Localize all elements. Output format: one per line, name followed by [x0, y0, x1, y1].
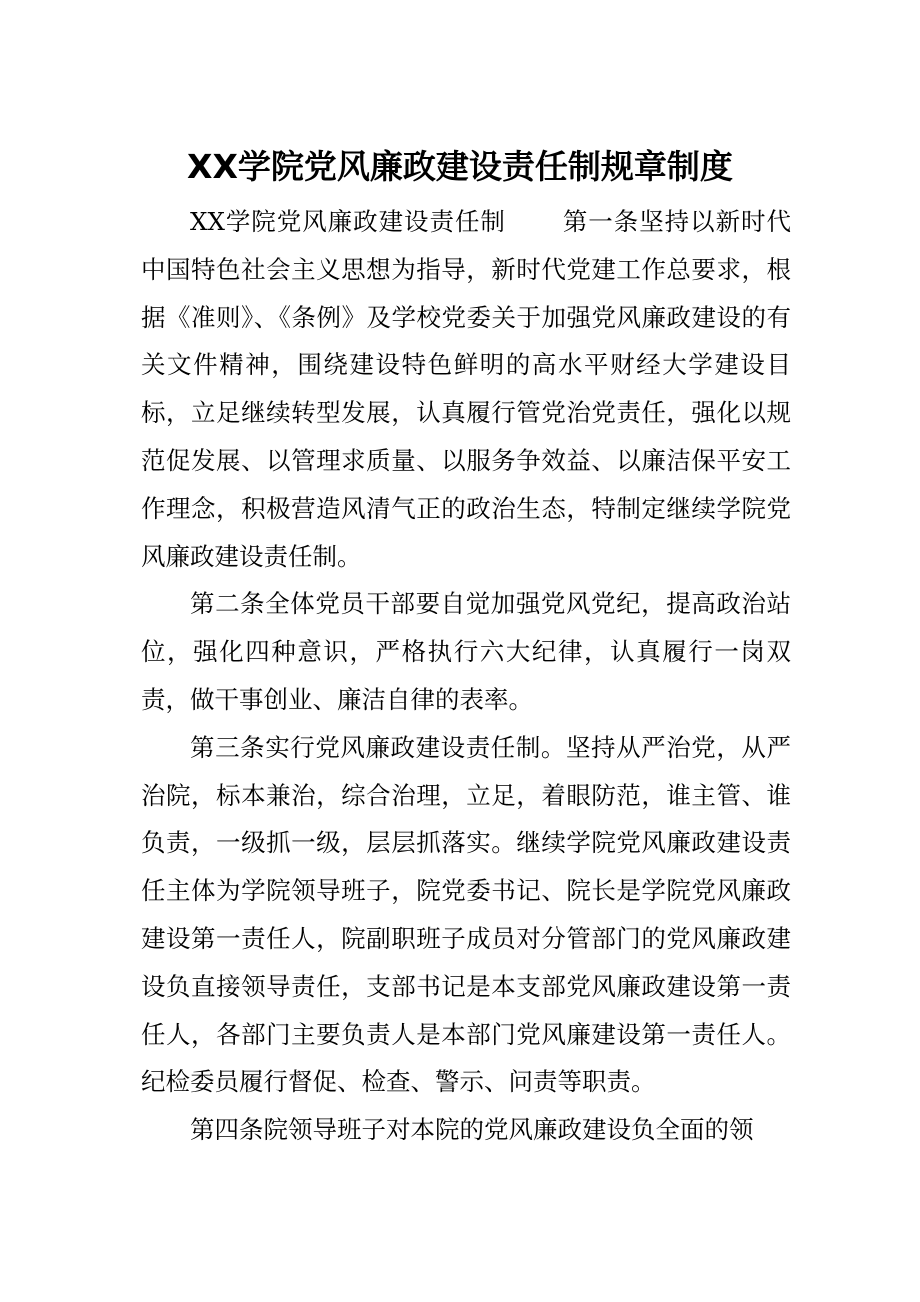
- article-1-text: 第一条坚持以新时代中国特色社会主义思想为指导，新时代党建工作总要求，根据《准则》、《条例》及学校党委关于加强党风廉政建设的有关文件精神，围绕建设特色鲜明的高水平财经大学建设目标，立足继续转型发展，认真履行管党治党责任，强化以规范促发展、以管理求质量、以服务争效益、以廉洁保平安工作理念，积极营造风清气正的政治生态，特制定继续学院党风廉政建设责任制。: [141, 207, 791, 571]
- paragraph-article-2: 第二条全体党员干部要自觉加强党风党纪，提高政治站位，强化四种意识，严格执行六大纪律，认真履行一岗双责，做干事创业、廉洁自律的表率。: [141, 589, 791, 714]
- paragraph-article-4: 第四条院领导班子对本院的党风廉政建设负全面的领: [190, 1115, 754, 1145]
- paragraph-article-1: [141, 198, 791, 580]
- intro-heading: XX学院党风廉政建设责任制: [190, 207, 506, 236]
- document-title: XX学院党风廉政建设责任制规章制度: [187, 147, 733, 186]
- document-body: [141, 198, 791, 1154]
- paragraph-article-3: 第三条实行党风廉政建设责任制。坚持从严治党，从严治院，标本兼治，综合治理，立足，着眼防范，谁主管、谁负责，一级抓一级，层层抓落实。继续学院党风廉政建设责任主体为学院领导班子，院党委书记、院长是学院党风廉政建设第一责任人，院副职班子成员对分管部门的党风廉政建设负直接领导责任，支部书记是本支部党风廉政建设第一责任人，各部门主要负责人是本部门党风廉建设第一责任人。纪检委员履行督促、检查、警示、问责等职责。: [141, 732, 791, 1097]
